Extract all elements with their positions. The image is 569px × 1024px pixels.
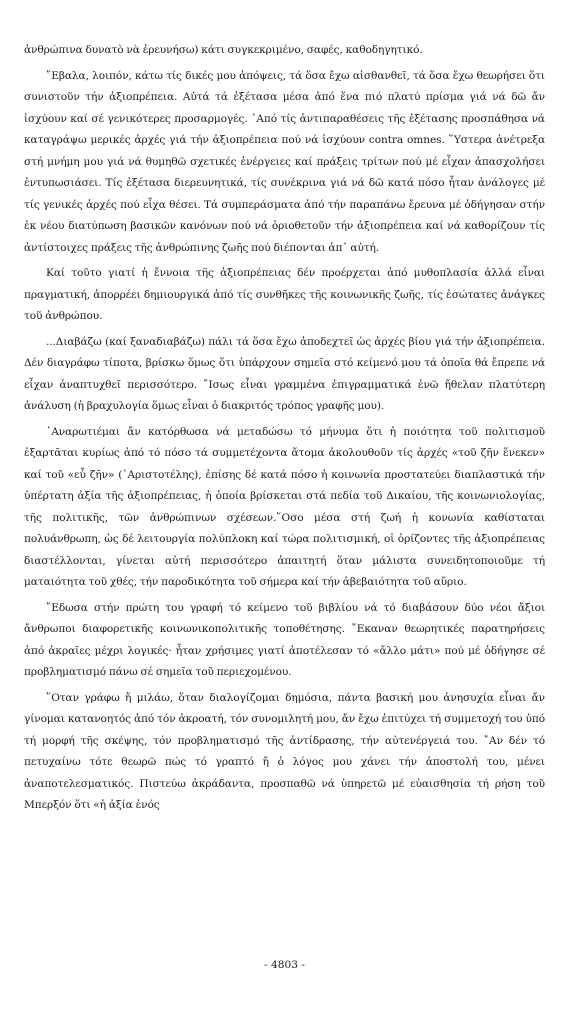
paragraph-5: ᾽Αναρωτιέμαι ἄν κατόρθωσα νά μεταδώσω τό μήνυμα ὅτι ἡ ποιότητα τοῦ πολιτισμοῦ ἐξαρτᾶται κυρίως ἀπό τό πόσο τά συμμετέχοντα ἄτομα ἀκολουθοῦν τίς ἀρχές «τοῦ ζῆν ἕνεκεν» καί τοῦ «εὖ ζῆν» (᾽Αριστοτέλης), ἐπίσης δέ κατά πόσο ἡ κοινωνία προστατεύει διαπλαστικά τήν ὑπέρτατη ἀξία τῆς ἀξιοπρέπειας, ἡ ὁποία βρίσκεται στά πεδία τοῦ Δικαίου, τῆς κοινωνιολογίας, τῆς πολιτικῆς, τῶν ἀνθρώπινων σχέσεων.῞Οσο μέσα στή ζωή ἡ κονωνία καθίσταται πολυάνθρωπη, ὡς δέ λειτουργία πολύπλοκη καί τώρα πολιτισμική, οἱ ὁρίζοντες τῆς ἀξιοπρέπειας διαστέλλονται, γίνεται αὐτή περισσότερο ἀπαιτητή ὅταν μάλιστα συνειδητοποιοῦμε τή ματαιότητα τοῦ χθές, τήν παροδικότητα τοῦ σήμερα καί τήν ἀβεβαιότητα τοῦ αὔριο. [24,425,545,588]
paragraph-3: Καί τοῦτο γιατί ἡ ἔννοια τῆς ἀξιοπρέπειας δέν προέρχεται ἀπό μυθοπλασία ἀλλά εἶναι πραγματική, ἀπορρέει δημιουργικά ἀπό τίς συνθῆκες τῆς κοινωνικῆς ζωῆς, τίς ἐσώτατες ἀνάγκες τοῦ ἀνθρώπου. [24,267,545,322]
page-number: - 4803 - [264,959,305,971]
page-body [24,40,545,821]
paragraph-7: ῞Οταν γράφω ἤ μιλάω, ὅταν διαλογίζομαι δημόσια, πάντα βασική μου ἀνησυχία εἶναι ἄν γίνομαι κατανοητός ἀπό τόν ἀκροατή, τόν συνομιλητή μου, ἄν ἔχω ἐπιτύχει τή συμμετοχή του ὑπό τή μορφή τῆς σκέψης, τόν προβληματισμό τῆς ἀντίδρασης, τήν αὐτενέργειά του. ῎Αν δέν τό πετυχαίνω τότε θεωρῶ πώς τό γραπτό ἤ ὁ λόγος μου χάνει τήν ἀποστολή του, μένει ἀναποτελεσματικός. Πιστεύω ἀκράδαντα, προσπαθῶ νά ὑπηρετῶ μέ εὐαισθησία τή ρήση τοῦ Μπερξόν ὅτι «ἡ ἀξία ἑνός [24,691,545,811]
paragraph-1: ἀνθρώπινα δυνατὸ νὰ ἐρευνήσω) κάτι συγκεκριμένο, σαφές, καθοδηγητικό. [24,44,423,56]
paragraph-6: ῎Εδωσα στήν πρώτη του γραφή τό κείμενο τοῦ βιβλίου νά τό διαβάσουν δύο νέοι ἄξιοι ἄνθρωποι διαφορετικῆς κοινωνικοπολιτικῆς τοποθέτησης. ῎Εκαναν θεωρητικές παρατηρήσεις ἀπό ἀκραῖες μέχρι λογικές· ἦταν χρήσιμες γιατί ἀποτέλεσαν τό «ἄλλο μάτι» πού μέ ὁδήγησε σέ προβληματισμό πάνω σέ σημεῖα τοῦ περιεχομένου. [24,601,545,678]
paragraph-4: ...Διαβάζω (καί ξαναδιαβάζω) πάλι τά ὅσα ἔχω ἀποδεχτεῖ ὡς ἀρχές βίου γιά τήν ἀξιοπρέπεια. Δέν διαγράφω τίποτα, βρίσκω ὅμως ὅτι ὑπάρχουν σημεῖα στό κείμενό μου τά ὁποῖα θά ἔπρεπε νά εἶχαν ἀναπτυχθεῖ περισσότερο. ῎Ισως εἶναι γραμμένα ἐπιγραμματικά ἐνῶ ἤθελαν πλατύτερη ἀνάλυση (ἡ βραχυλογία ὅμως εἶναι ὁ διακριτός τρόπος γραφῆς μου). [24,335,545,412]
paragraph-2: ῎Εβαλα, λοιπόν, κάτω τίς δικές μου ἀπόψεις, τά ὅσα ἔχω αἰσθανθεῖ, τά ὅσα ἔχω θεωρήσει ὅτι συνιστοῦν τήν ἀξιοπρέπεια. Αὐτά τά ἐξέτασα μέσα ἀπό ἕνα πιό πλατύ πρίσμα γιά νά δῶ ἄν ἰσχύουν καί σέ γενικότερες προσαρμογές. ᾽Από τίς ἀντιπαραθέσεις τῆς ἐξέτασης προσπάθησα νά καταγράψω μερικές ἀρχές γιά τήν ἀξιοπρέπεια πού νά ἰσχύουν contra omnes. ῞Υστερα ἀνέτρεξα στή μνήμη μου γιά νά θυμηθῶ σχετικές ἐνέργειες καί πράξεις τρίτων πού μέ εἶχαν ἀπασχολήσει ἐντυπωσιάσει. Τίς ἐξέτασα διερευνητικά, τίς συνέκρινα γιά νά δῶ κατά πόσο ἦταν ἀνάλογες μέ τίς γενικές ἀρχές πού εἶχα θέσει. Τά συμπεράσματα ἀπό τήν παραπάνω ἔρευνα μέ ὁδήγησαν στήν ἐκ νέου διατύπωση βασικῶν κανόνων πού νά ὁριοθετοῦν τήν ἀξιοπρέπεια καί νά καθορίζουν τίς ἀντίστοιχες πράξεις τῆς ἀνθρώπινης ζωῆς πού διέπονται ἀπ᾽ αὐτή. [24,69,545,254]
